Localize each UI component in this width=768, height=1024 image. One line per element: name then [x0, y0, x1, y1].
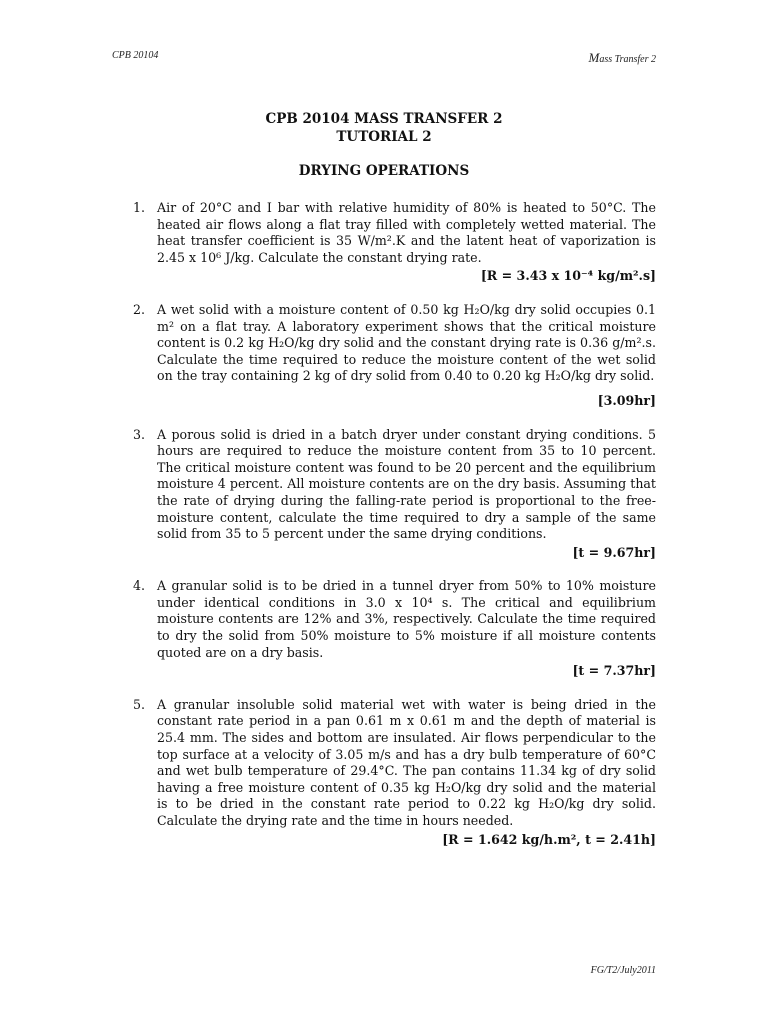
question-answer: [t = 7.37hr]: [572, 663, 656, 679]
question-text: A porous solid is dried in a batch dryer under constant drying conditions. 5 hours are required to reduce the moisture content from 35 to 10 percent. The critical moisture content was found to be 20 percent and the equilibrium moisture 4 percent. All moisture contents are on the dry basis. Assuming that the rate of drying during the falling-rate period is proportional to the free-moisture content, calculate the time required to dry a sample of the same solid from 35 to 5 percent under the same drying conditions.: [157, 426, 656, 542]
question-answer: [R = 1.642 kg/h.m², t = 2.41h]: [442, 831, 656, 847]
question-text: Air of 20°C and I bar with relative humidity of 80% is heated to 50°C. The heated air flows along a flat tray filled with completely wetted material. The heat transfer coefficient is 35 W/m².K and the latent heat of vaporization is 2.45 x 10⁶ J/kg. Calculate the constant drying rate.: [157, 200, 656, 265]
question-3: [133, 427, 656, 562]
section-title: DRYING OPERATIONS: [298, 163, 470, 179]
question-2: [133, 302, 656, 410]
question-answer: [3.09hr]: [597, 392, 656, 408]
question-answer: [R = 3.43 x 10⁻⁴ kg/m².s]: [480, 268, 656, 284]
question-number: 3.: [133, 426, 146, 442]
question-list: [133, 200, 656, 865]
question-text: A granular insoluble solid material wet with water is being dried in the constant rate period in a pan 0.61 m x 0.61 m and the depth of material is 25.4 mm. The sides and bottom are insulated. Air flows perpendicular to the top surface at a velocity of 3.05 m/s and has a dry bulb temperature of 60°C and wet bulb temperature of 29.4°C. The pan contains 11.34 kg of dry solid having a free moisture content of 0.35 kg H₂O/kg dry solid and the material is to be dried in the constant rate period to 0.22 kg H₂O/kg dry solid. Calculate the drying rate and the time in hours needed.: [157, 696, 656, 828]
question-text: A granular solid is to be dried in a tunnel dryer from 50% to 10% moisture under identical conditions in 3.0 x 10⁴ s. The critical and equilibrium moisture contents are 12% and 3%, respectively. Calculate the time required to dry the solid from 50% moisture to 5% moisture if all moisture contents quoted are on a dry basis.: [157, 578, 656, 660]
question-answer: [t = 9.67hr]: [572, 544, 656, 560]
question-number: 1.: [133, 200, 146, 215]
header-course-name-rest: ass Transfer 2: [599, 54, 656, 65]
question-1: [133, 200, 656, 285]
header-course-name-initial: M: [588, 50, 600, 65]
title-block: [0, 110, 768, 180]
question-text: A wet solid with a moisture content of 0.50 kg H₂O/kg dry solid occupies 0.1 m² on a flat tray. A laboratory experiment shows that the critical moisture content is 0.2 kg H₂O/kg dry solid and the constant drying rate is 0.36 g/m².s. Calculate the time required to reduce the moisture content of the wet solid on the tray containing 2 kg of dry solid from 0.40 to 0.20 kg H₂O/kg dry solid.: [157, 301, 656, 384]
question-number: 2.: [133, 301, 146, 317]
question-number: 4.: [133, 578, 146, 594]
course-title: CPB 20104 MASS TRANSFER 2: [265, 111, 503, 127]
question-number: 5.: [133, 696, 146, 712]
header-course-code: CPB 20104: [112, 50, 159, 61]
question-5: [133, 697, 656, 848]
footer-reference: FG/T2/July2011: [590, 965, 656, 976]
header-course-name: [588, 50, 656, 66]
question-4: [133, 578, 656, 680]
tutorial-title: TUTORIAL 2: [336, 129, 432, 145]
